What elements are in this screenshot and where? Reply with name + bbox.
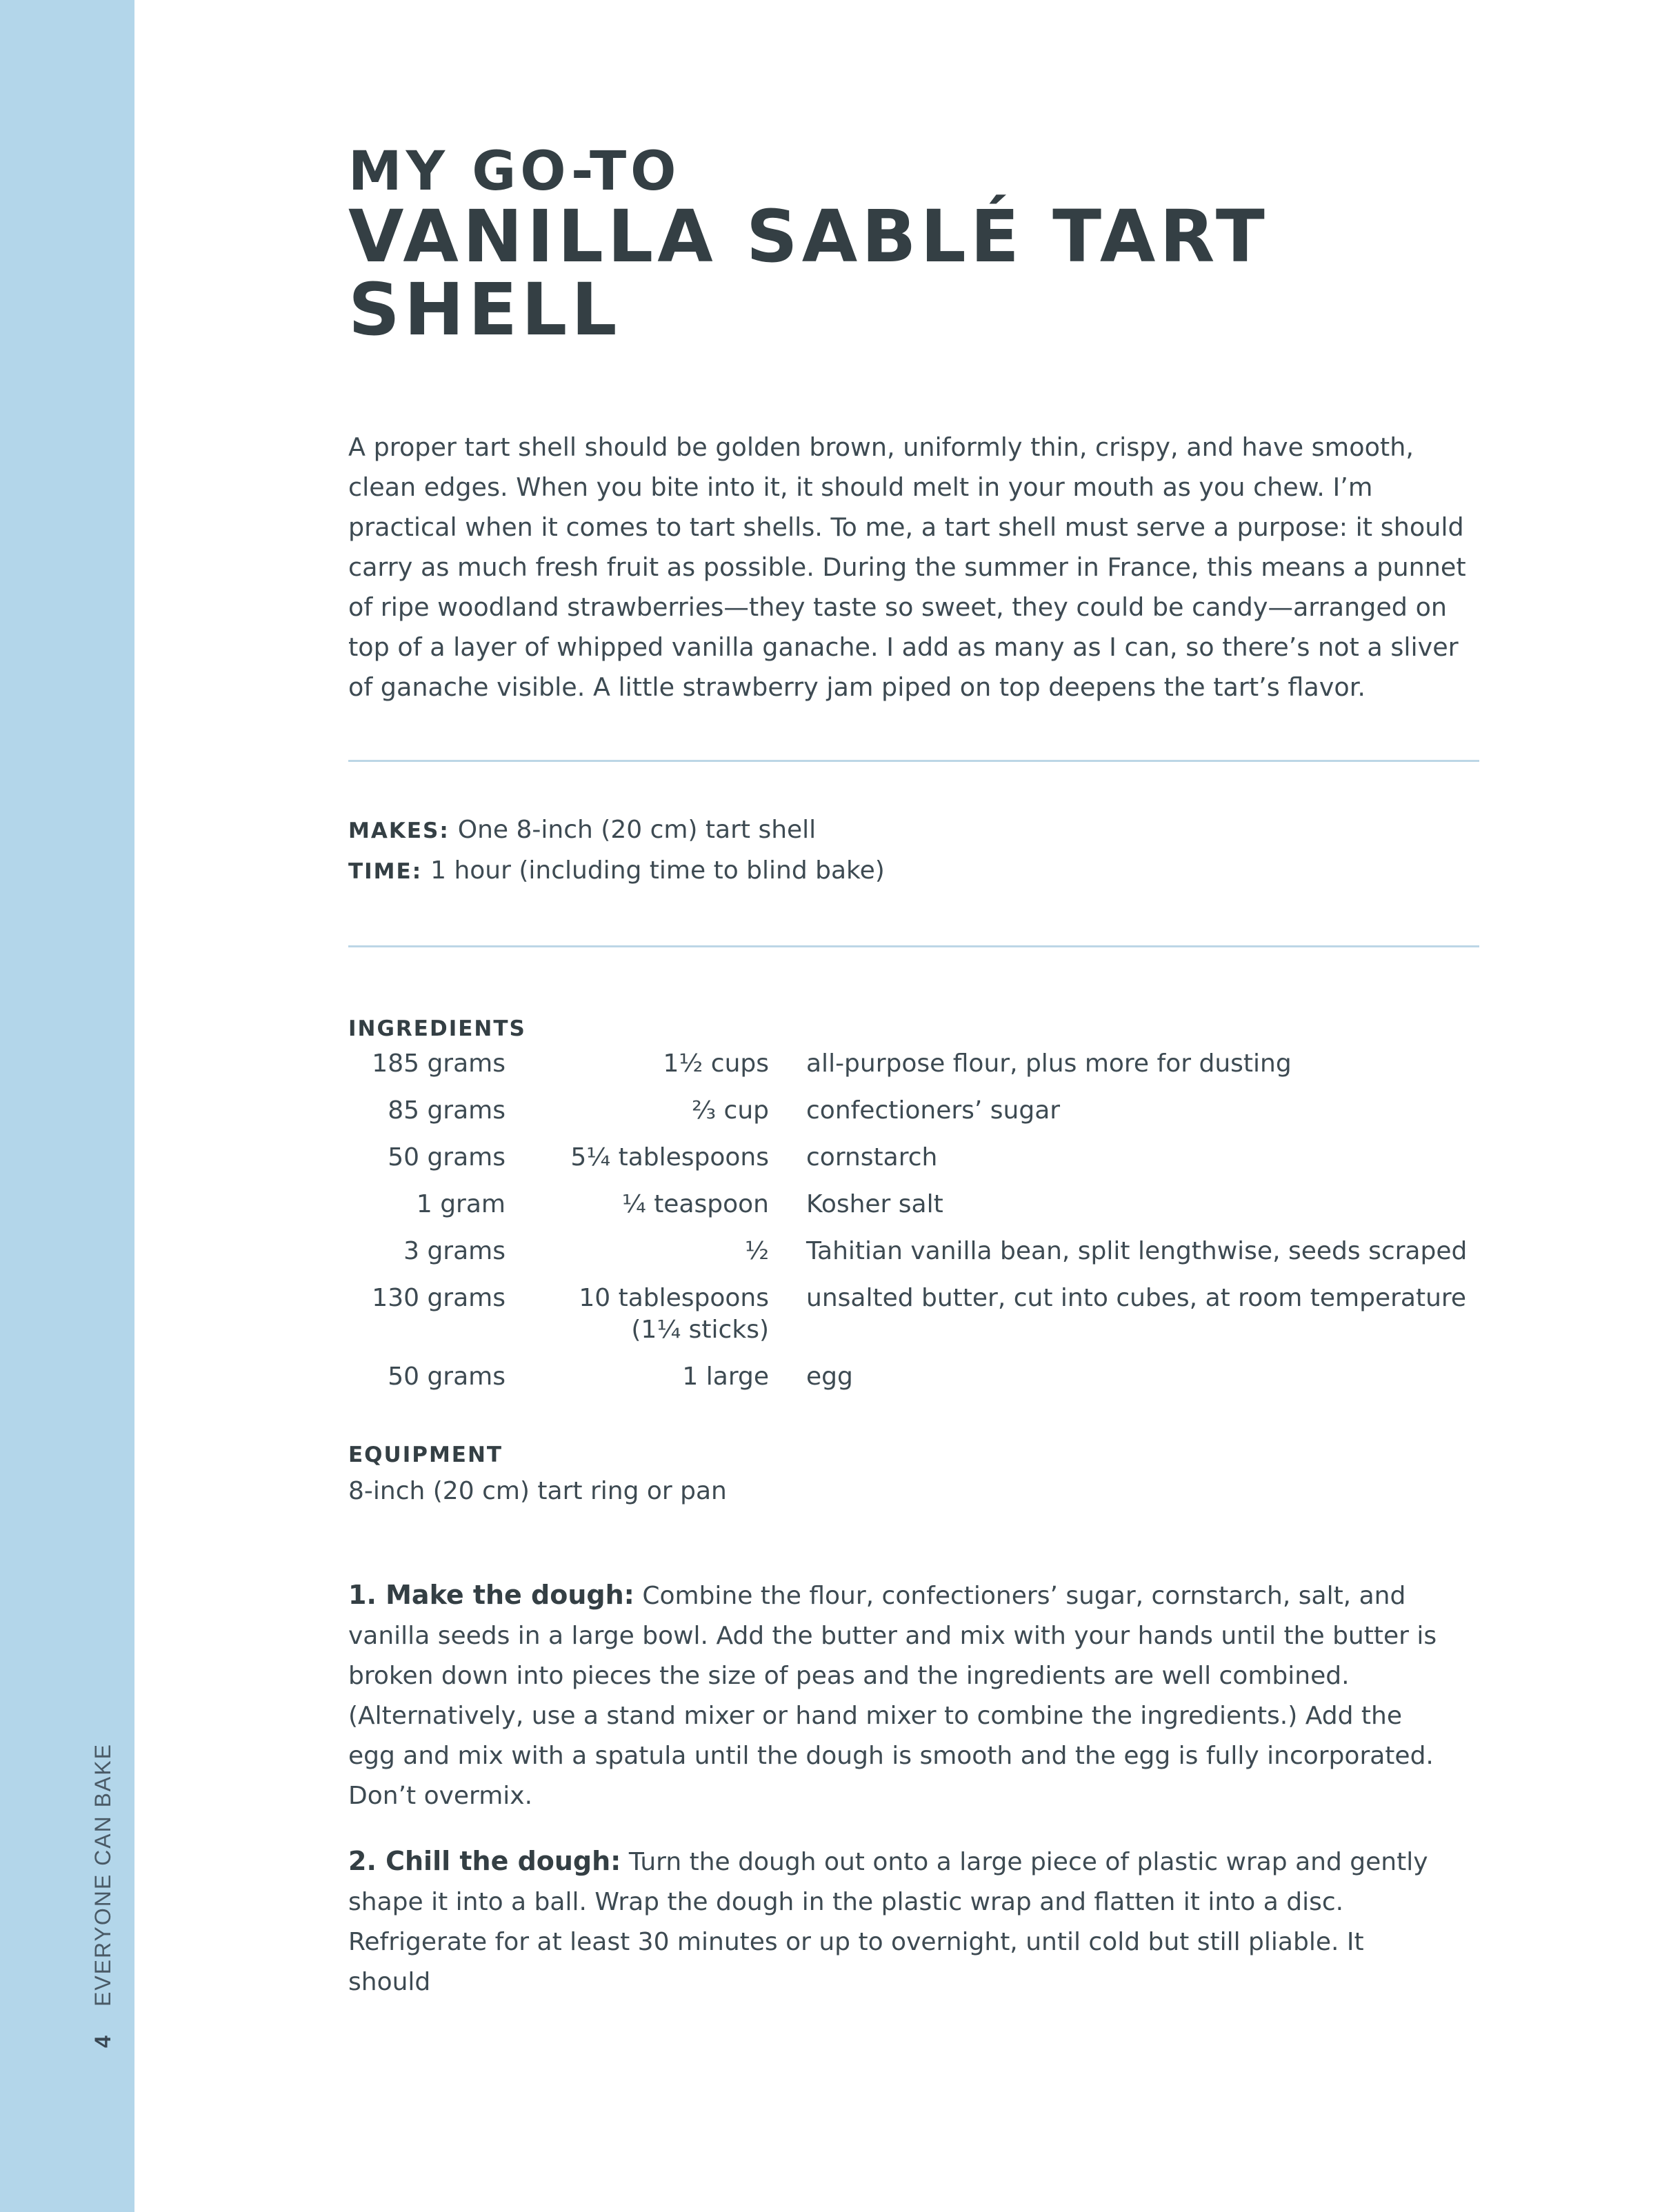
ingredient-volume: 1 large [682, 1362, 769, 1391]
step-label: 2. Chill the dough: [348, 1845, 621, 1876]
recipe-meta [348, 810, 1479, 892]
ingredient-row [348, 1048, 1479, 1080]
divider [348, 945, 1479, 947]
ingredient-row [348, 1189, 1479, 1220]
makes-line [348, 810, 1479, 851]
ingredient-volume-block [506, 1283, 769, 1346]
ingredient-volume: ½ [745, 1236, 769, 1265]
time-value: 1 hour (including time to blind bake) [430, 856, 885, 885]
step-text: Turn the dough out onto a large piece of plastic wrap and gently shape it into a ball. Wrap the dough in the plastic wrap and flatten it into a disc. Refrigerate for at least 30 minutes or up to overnight, until cold but still pliable. It should [348, 1847, 1428, 1996]
time-line [348, 851, 1479, 892]
recipe-title [348, 141, 1479, 352]
time-label: TIME: [348, 858, 423, 884]
ingredient-volume: 10 tablespoons [579, 1283, 769, 1312]
divider [348, 760, 1479, 762]
title-line-2: VANILLA SABLÉ TART [348, 194, 1269, 279]
ingredient-grams: 85 grams [388, 1096, 506, 1125]
ingredient-item: confectioners’ sugar [806, 1096, 1061, 1125]
ingredient-grams: 130 grams [372, 1283, 506, 1312]
ingredient-row [348, 1142, 1479, 1174]
ingredient-row [348, 1095, 1479, 1127]
step-label: 1. Make the dough: [348, 1579, 634, 1610]
ingredient-row [348, 1361, 1479, 1393]
ingredient-grams: 185 grams [372, 1049, 506, 1078]
ingredient-volume-secondary: (1¼ sticks) [631, 1315, 769, 1344]
makes-value: One 8-inch (20 cm) tart shell [457, 815, 817, 844]
makes-label: MAKES: [348, 818, 450, 843]
ingredient-item: cornstarch [806, 1143, 938, 1172]
equipment-heading: EQUIPMENT [348, 1442, 503, 1467]
ingredient-item: egg [806, 1362, 853, 1391]
equipment-text: 8-inch (20 cm) tart ring or pan [348, 1476, 727, 1505]
ingredient-grams: 3 grams [403, 1236, 506, 1265]
ingredient-row [348, 1283, 1479, 1346]
ingredient-volume: 5¼ tablespoons [570, 1143, 769, 1172]
ingredient-item: Kosher salt [806, 1189, 943, 1218]
ingredient-grams: 50 grams [388, 1362, 506, 1391]
ingredient-item: Tahitian vanilla bean, split lengthwise, seeds scraped [806, 1236, 1468, 1265]
ingredients-list [348, 1048, 1479, 1393]
page-number: 4 [90, 2035, 115, 2048]
ingredient-row [348, 1236, 1479, 1267]
ingredient-grams: 1 gram [416, 1189, 506, 1218]
method-steps [348, 1575, 1452, 2002]
step-text: Combine the flour, confectioners’ sugar, cornstarch, salt, and vanilla seeds in a large bowl. Add the butter and mix with your hands until the butter is broken down into pieces the size of peas and the ingredients are well combined. (Alternatively, use a stand mixer or hand mixer to combine the ingredients.) Add the egg and mix with a spatula until the dough is smooth and the egg is fully incorporated. Don’t overmix. [348, 1581, 1437, 1810]
ingredient-volume: ¼ teaspoon [621, 1189, 769, 1218]
running-head: EVERYONE CAN BAKE [90, 1743, 115, 2007]
ingredient-volume: 1½ cups [663, 1049, 769, 1078]
title-line-3: SHELL [348, 267, 621, 352]
title-line-1: MY GO-TO [348, 141, 681, 203]
ingredient-item: all-purpose flour, plus more for dusting [806, 1049, 1292, 1078]
page-content [348, 141, 1479, 2018]
ingredient-grams: 50 grams [388, 1143, 506, 1172]
step-1 [348, 1575, 1452, 1816]
step-2 [348, 1841, 1452, 2002]
intro-paragraph: A proper tart shell should be golden brown, uniformly thin, crispy, and have smooth, clean edges. When you bite into it, it should melt in your mouth as you chew. I’m practical when it comes to tart shells. To me, a tart shell must serve a purpose: it should carry as much fresh fruit as possible. During the summer in France, this means a punnet of ripe woodland strawberries—they taste so sweet, they could be candy—arranged on top of a layer of whipped vanilla ganache. I add as many as I can, so there’s not a sliver of ganache visible. A little strawberry jam piped on top deepens the tart’s flavor. [348, 432, 1466, 702]
ingredient-volume: ⅔ cup [692, 1096, 769, 1125]
ingredients-heading: INGREDIENTS [348, 1016, 526, 1041]
ingredient-item: unsalted butter, cut into cubes, at room temperature [806, 1283, 1467, 1312]
